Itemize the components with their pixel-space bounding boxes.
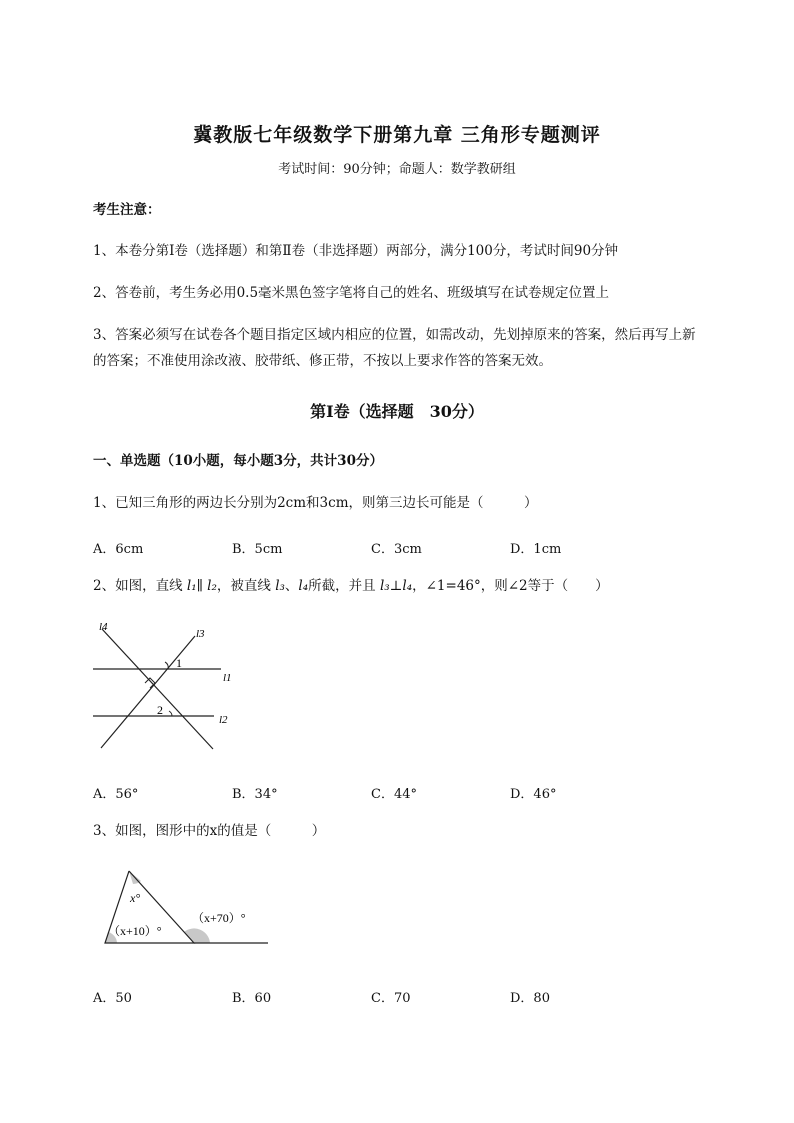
option-b[interactable]: B．60 [232, 991, 272, 1006]
option-a[interactable]: A．6cm [93, 542, 144, 557]
option-c[interactable]: C．3cm [371, 542, 422, 557]
page-title: 冀教版七年级数学下册第九章 三角形专题测评 [193, 124, 601, 146]
option-c[interactable]: C．70 [371, 991, 411, 1006]
question-2-text: 2、如图，直线 l₁∥ l₂，被直线 l₃、l₄所截，并且 l₃⊥l₄，∠1=46°，则∠2等于（ ） [93, 578, 609, 594]
label-l3: l3 [196, 628, 205, 640]
triangle-figure [100, 862, 275, 952]
angle-1-arc [165, 662, 168, 669]
option-d[interactable]: D．80 [510, 991, 550, 1006]
question-3-text: 3、如图，图形中的x的值是（ ） [93, 823, 326, 839]
angle-2-arc [169, 711, 172, 716]
label-l1: l1 [223, 672, 232, 684]
line-l4 [102, 629, 213, 749]
option-d[interactable]: D．46° [510, 787, 557, 802]
option-a[interactable]: A．50 [93, 991, 132, 1006]
option-a[interactable]: A．56° [93, 787, 139, 802]
option-c[interactable]: C．44° [371, 787, 417, 802]
label-angle-x: x° [130, 891, 141, 905]
page-subtitle: 考试时间：90分钟；命题人：数学教研组 [278, 162, 516, 177]
note-item-1: 1、本卷分第I卷（选择题）和第Ⅱ卷（非选择题）两部分，满分100分，考试时间90分钟 [93, 243, 619, 259]
note-item-3-cont: 的答案；不准使用涂改液、胶带纸、修正带，不按以上要求作答的答案无效。 [93, 353, 552, 369]
note-item-2: 2、答卷前，考生务必用0.5毫米黑色签字笔将自己的姓名、班级填写在试卷规定位置上 [93, 285, 610, 301]
label-l2: l2 [219, 714, 228, 726]
label-angle-2: 2 [157, 703, 163, 717]
question-1-text: 1、已知三角形的两边长分别为2cm和3cm，则第三边长可能是（ ） [93, 495, 538, 511]
label-l4: l4 [99, 621, 108, 633]
line-l3 [101, 636, 195, 748]
option-b[interactable]: B．5cm [232, 542, 283, 557]
label-angle-1: 1 [176, 656, 182, 670]
notes-heading: 考生注意： [93, 202, 161, 218]
question-1-options [93, 538, 693, 557]
parallel-lines-figure [88, 615, 248, 755]
right-angle-mark [145, 678, 155, 688]
option-d[interactable]: D．1cm [510, 542, 562, 557]
label-angle-exterior: （x+70）° [192, 911, 246, 925]
label-angle-left: （x+10）° [108, 924, 162, 938]
option-b[interactable]: B．34° [232, 787, 278, 802]
note-item-3: 3、答案必须写在试卷各个题目指定区域内相应的位置，如需改动，先划掉原来的答案，然后再写上新 [93, 327, 696, 343]
section-title: 第I卷（选择题 30分） [310, 402, 484, 421]
question-3-options [93, 987, 693, 1006]
question-2-options [93, 783, 693, 802]
part-heading: 一、单选题（10小题，每小题3分，共计30分） [93, 453, 383, 469]
